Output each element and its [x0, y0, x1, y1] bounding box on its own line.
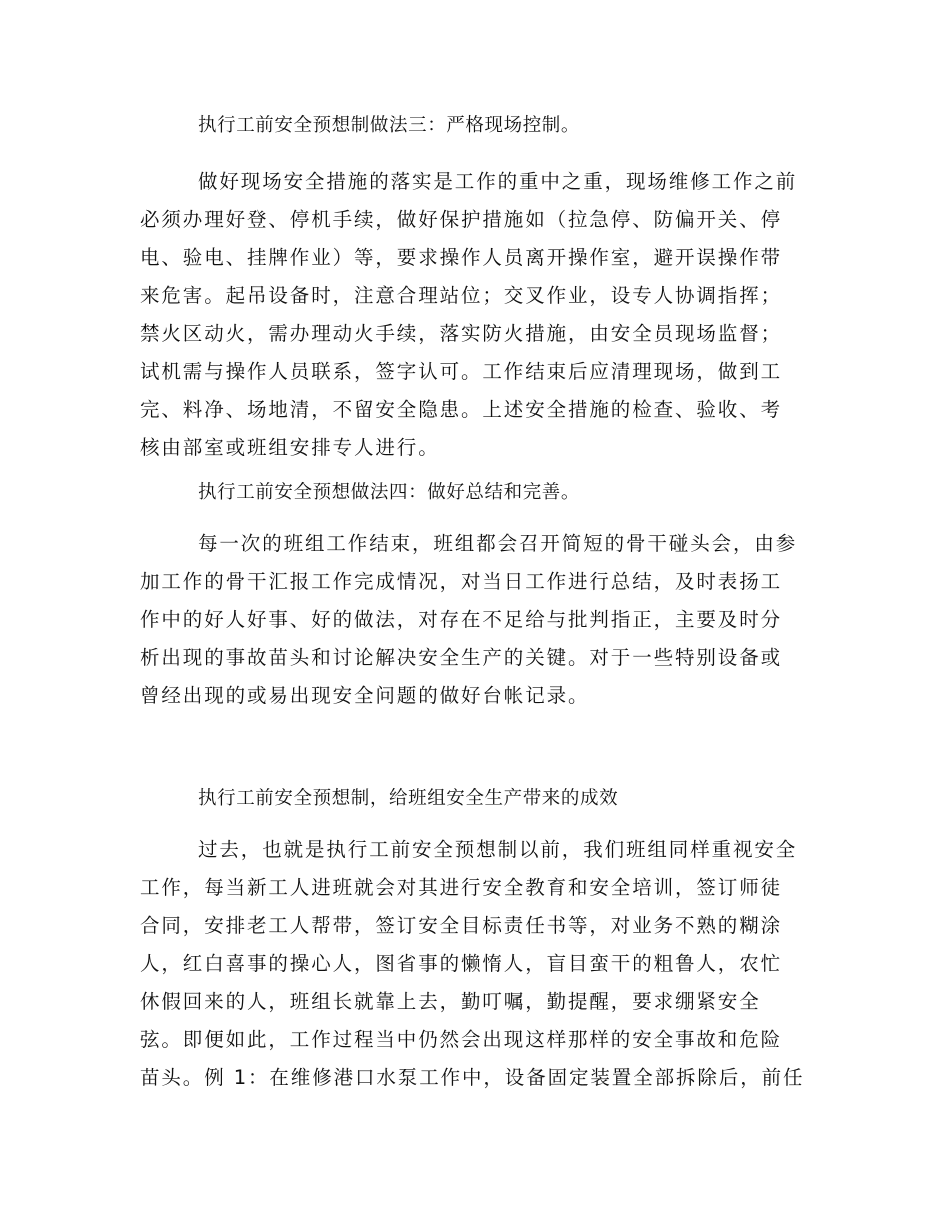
- paragraph-line: 每一次的班组工作结束，班组都会召开简短的骨干碰头会，由参: [198, 532, 798, 555]
- paragraph-line: 完、料净、场地清，不留安全隐患。上述安全措施的检查、验收、考: [140, 398, 783, 421]
- paragraph-line: 休假回来的人，班组长就靠上去，勤叮嘱，勤提醒，要求绷紧安全: [140, 990, 761, 1013]
- paragraph-line: 核由部室或班组安排专人进行。: [140, 436, 440, 459]
- section-heading-4: [140, 474, 810, 512]
- paragraph-line: 做好现场安全措施的落实是工作的重中之重，现场维修工作之前: [198, 170, 798, 193]
- paragraph-site-control: [140, 163, 810, 467]
- section-heading-3: [140, 107, 810, 145]
- paragraph-line: 电、验电、挂牌作业）等，要求操作人员离开操作室，避开误操作带: [140, 246, 783, 269]
- heading-text: 执行工前安全预想制，给班组安全生产带来的成效: [198, 788, 619, 809]
- paragraph-line: 过去，也就是执行工前安全预想制以前，我们班组同样重视安全: [198, 838, 798, 861]
- paragraph-line: 人，红白喜事的操心人，图省事的懒惰人，盲目蛮干的粗鲁人，农忙: [140, 952, 783, 975]
- paragraph-line: 试机需与操作人员联系，签字认可。工作结束后应清理现场，做到工: [140, 360, 783, 383]
- paragraph-line: 苗头。例 1：在维修港口水泵工作中，设备固定装置全部拆除后，前任: [140, 1066, 805, 1089]
- paragraph-line: 弦。即便如此，工作过程当中仍然会出现这样那样的安全事故和危险: [140, 1028, 783, 1051]
- paragraph-line: 禁火区动火，需办理动火手续，落实防火措施，由安全员现场监督；: [140, 322, 783, 345]
- paragraph-line: 析出现的事故苗头和讨论解决安全生产的关键。对于一些特别设备或: [140, 646, 783, 669]
- paragraph-summary: [140, 525, 810, 715]
- paragraph-line: 工作，每当新工人进班就会对其进行安全教育和安全培训，签订师徒: [140, 876, 783, 899]
- paragraph-results: [140, 831, 810, 1097]
- heading-text: 执行工前安全预想制做法三：严格现场控制。: [198, 115, 581, 136]
- paragraph-line: 来危害。起吊设备时，注意合理站位；交叉作业，设专人协调指挥；: [140, 284, 783, 307]
- paragraph-line: 必须办理好登、停机手续，做好保护措施如（拉急停、防偏开关、停: [140, 208, 783, 231]
- section-heading-results: [140, 780, 810, 818]
- heading-text: 执行工前安全预想做法四：做好总结和完善。: [198, 482, 581, 503]
- paragraph-line: 加工作的骨干汇报工作完成情况，对当日工作进行总结，及时表扬工: [140, 570, 783, 593]
- paragraph-line: 合同，安排老工人帮带，签订安全目标责任书等，对业务不熟的糊涂: [140, 914, 783, 937]
- paragraph-line: 作中的好人好事、好的做法，对存在不足给与批判指正，主要及时分: [140, 608, 783, 631]
- paragraph-line: 曾经出现的或易出现安全问题的做好台帐记录。: [140, 684, 590, 707]
